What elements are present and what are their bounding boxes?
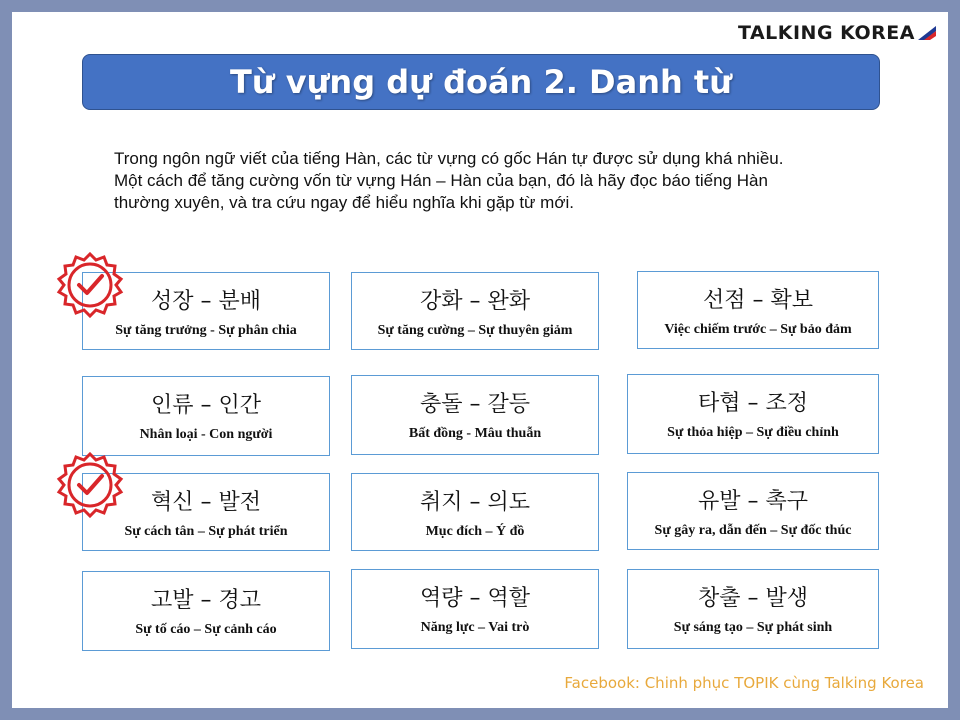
vocab-card (627, 374, 879, 454)
vocab-card (627, 569, 879, 649)
vocab-card (351, 375, 599, 455)
korean-term: 성장 – 분배 (151, 289, 261, 314)
vocab-card (627, 472, 879, 550)
vocab-card (351, 473, 599, 551)
check-badge-icon (52, 451, 128, 527)
korean-term: 유발 – 촉구 (698, 489, 808, 514)
korean-term: 역량 – 역할 (420, 586, 530, 611)
vietnamese-meaning: Mục đích – Ý đồ (425, 524, 525, 539)
vietnamese-meaning: Bất đồng - Mâu thuẫn (408, 426, 542, 441)
brand-name: TALKING KOREA (737, 22, 915, 44)
facebook-footer: Facebook: Chinh phục TOPIK cùng Talking Korea (564, 674, 924, 692)
vietnamese-meaning: Sự tố cáo – Sự cảnh cáo (135, 622, 277, 637)
vocab-card (82, 376, 330, 456)
vietnamese-meaning: Năng lực – Vai trò (420, 620, 530, 635)
korean-term: 충돌 – 갈등 (420, 392, 530, 417)
intro-paragraph (114, 148, 874, 214)
korean-term: 창출 – 발생 (698, 586, 808, 611)
title-bar (82, 54, 880, 110)
brand-arrow-icon (916, 24, 938, 42)
korean-term: 강화 – 완화 (420, 289, 530, 314)
brand-logo (738, 22, 938, 44)
vietnamese-meaning: Sự sáng tạo – Sự phát sinh (673, 620, 833, 635)
vietnamese-meaning: Việc chiếm trước – Sự bảo đảm (664, 322, 852, 337)
vietnamese-meaning: Sự gây ra, dẫn đến – Sự đốc thúc (654, 523, 852, 538)
vocab-card (637, 271, 879, 349)
vocab-card (82, 571, 330, 651)
intro-line: Một cách để tăng cường vốn từ vựng Hán – Hàn của bạn, đó là hãy đọc báo tiếng Hàn (114, 171, 768, 190)
korean-term: 고발 – 경고 (151, 588, 261, 613)
vietnamese-meaning: Sự thỏa hiệp – Sự điều chỉnh (667, 425, 839, 440)
intro-line: Trong ngôn ngữ viết của tiếng Hàn, các từ vựng có gốc Hán tự được sử dụng khá nhiều. (114, 149, 784, 168)
check-badge-icon (52, 251, 128, 327)
intro-line: thường xuyên, và tra cứu ngay để hiểu nghĩa khi gặp từ mới. (114, 193, 574, 212)
korean-term: 인류 – 인간 (151, 393, 261, 418)
korean-term: 취지 – 의도 (420, 490, 530, 515)
page-title: Từ vựng dự đoán 2. Danh từ (230, 63, 732, 101)
vietnamese-meaning: Sự tăng cường – Sự thuyên giảm (377, 323, 573, 338)
korean-term: 선점 – 확보 (703, 288, 813, 313)
vietnamese-meaning: Nhân loại - Con người (139, 427, 273, 442)
korean-term: 혁신 – 발전 (151, 490, 261, 515)
slide (12, 12, 948, 708)
korean-term: 타협 – 조정 (698, 391, 808, 416)
vocab-card (351, 272, 599, 350)
vocab-card (351, 569, 599, 649)
vietnamese-meaning: Sự cách tân – Sự phát triển (124, 524, 288, 539)
vietnamese-meaning: Sự tăng trưởng - Sự phân chia (115, 323, 297, 338)
